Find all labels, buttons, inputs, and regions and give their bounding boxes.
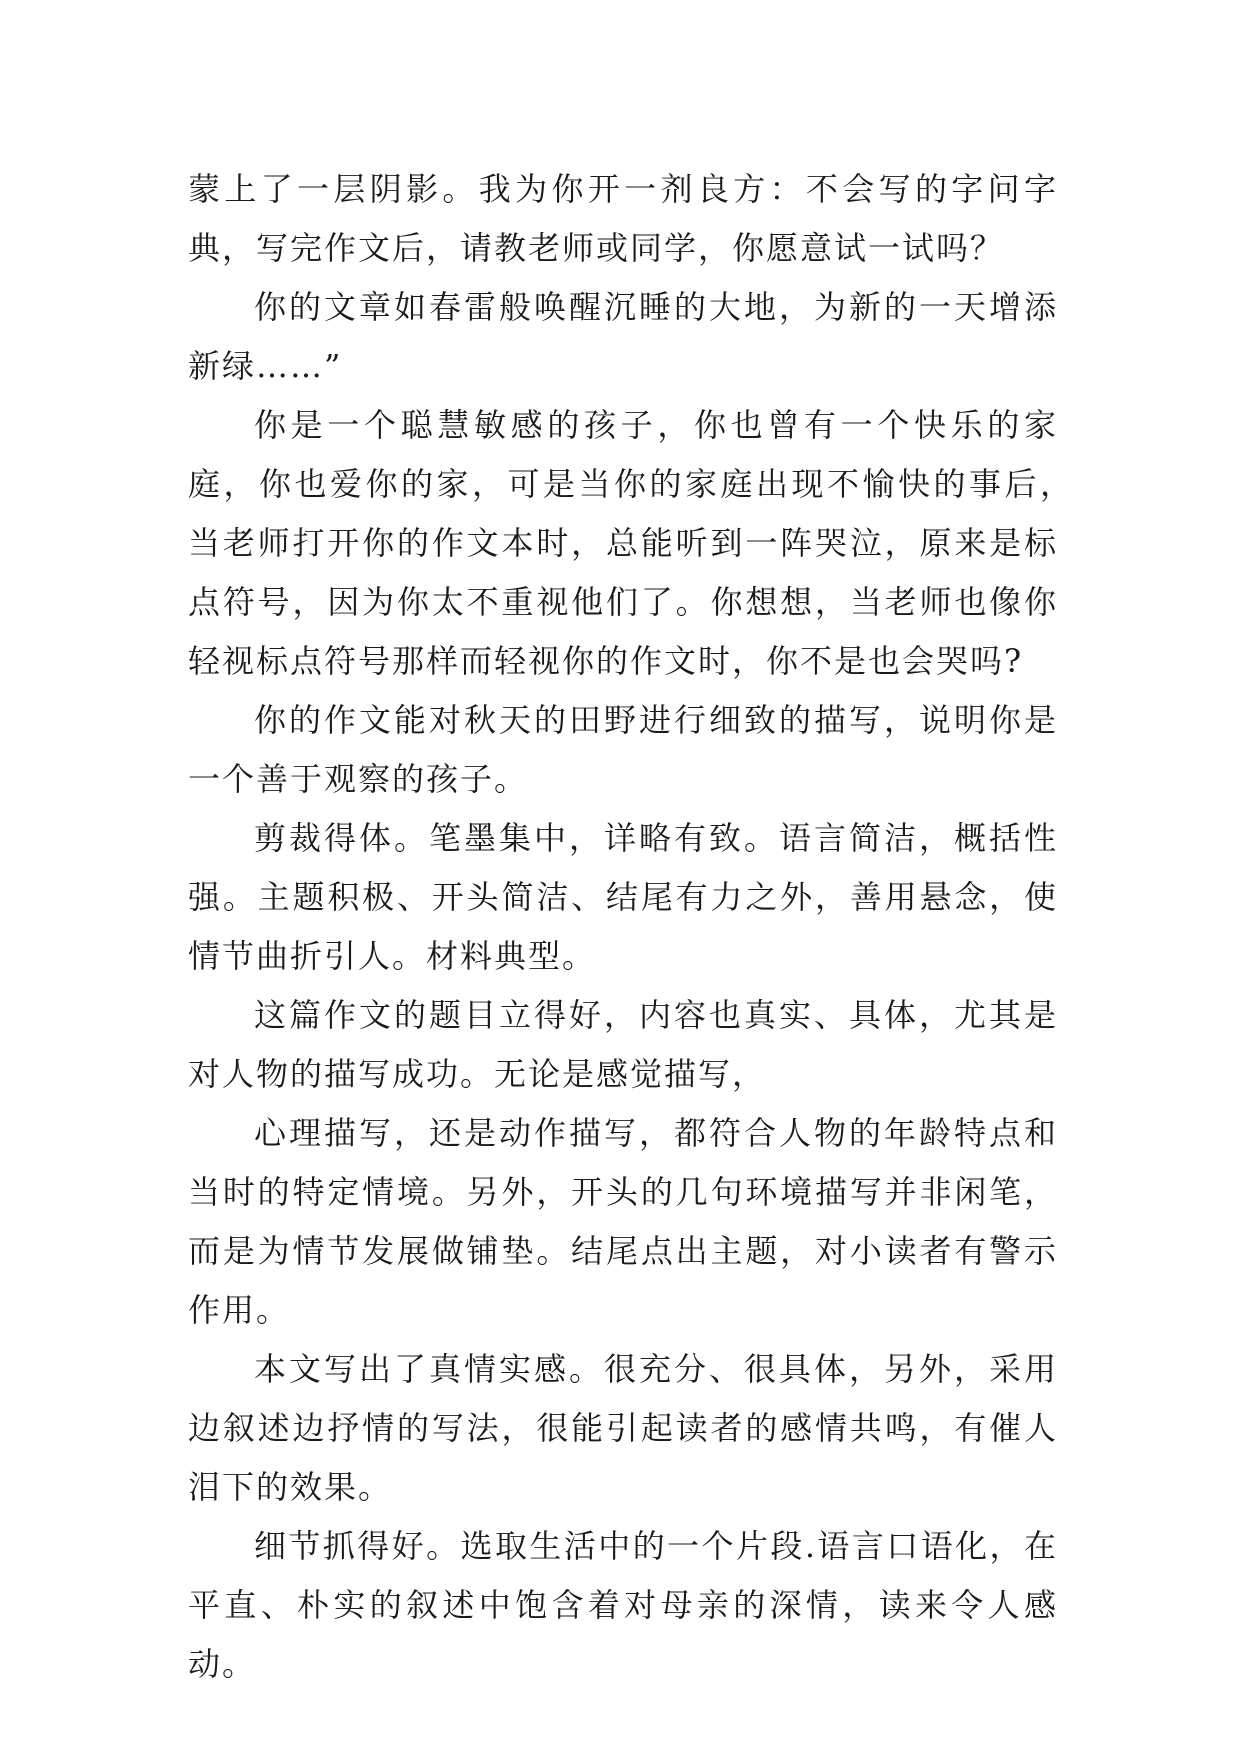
document-body bbox=[188, 160, 1093, 1694]
paragraph-6: 这篇作文的题目立得好，内容也真实、具体，尤其是对人物的描写成功。无论是感觉描写， bbox=[188, 996, 1058, 1093]
paragraph-7: 心理描写，还是动作描写，都符合人物的年龄特点和当时的特定情境。另外，开头的几句环境描写并非闲笔，而是为情节发展做铺垫。结尾点出主题，对小读者有警示作用。 bbox=[188, 1114, 1058, 1329]
paragraph-8: 本文写出了真情实感。很充分、很具体，另外，采用边叙述边抒情的写法，很能引起读者的感情共鸣，有催人泪下的效果。 bbox=[188, 1350, 1058, 1506]
paragraph-3: 你是一个聪慧敏感的孩子，你也曾有一个快乐的家庭，你也爱你的家，可是当你的家庭出现不愉快的事后， 当老师打开你的作文本时，总能听到一阵哭泣，原来是标点符号，因为你太不重视他们了。你想想，当老师也像你轻视标点符号那样而轻视你的作文时，你不是也会哭吗? bbox=[188, 406, 1093, 680]
paragraph-9: 细节抓得好。选取生活中的一个片段.语言口语化，在平直、朴实的叙述中饱含着对母亲的深情，读来令人感动。 bbox=[188, 1527, 1058, 1683]
paragraph-1: 蒙上了一层阴影。我为你开一剂良方：不会写的字问字典，写完作文后，请教老师或同学，你愿意试一试吗？ bbox=[188, 170, 1058, 267]
paragraph-5: 剪裁得体。笔墨集中，详略有致。语言简洁，概括性强。主题积极、开头简洁、结尾有力之外，善用悬念，使情节曲折引人。材料典型。 bbox=[188, 819, 1058, 975]
paragraph-4: 你的作文能对秋天的田野进行细致的描写，说明你是一个善于观察的孩子。 bbox=[188, 701, 1058, 798]
paragraph-2: 你的文章如春雷般唤醒沉睡的大地，为新的一天增添新绿……” bbox=[188, 288, 1058, 385]
